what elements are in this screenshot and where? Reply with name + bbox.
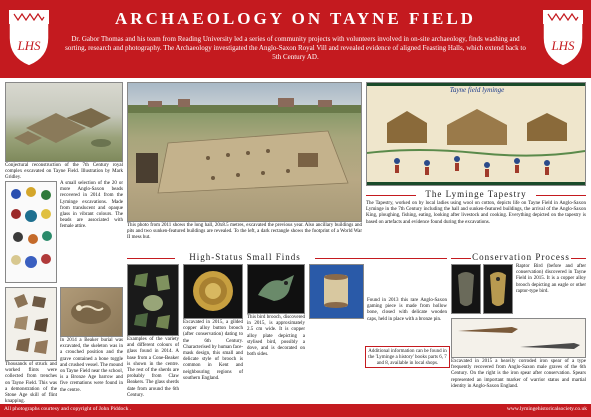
section-tapestry: The Lyminge Tapestry — [425, 189, 527, 199]
raptor-after-photo — [483, 264, 513, 314]
info-box: Additional information can be found in the 'Lyminge a history' books parts 6, 7 and 8, available in local shops. — [365, 346, 450, 368]
rule-left — [127, 258, 175, 259]
section-small-finds: High-Status Small Finds — [189, 252, 301, 262]
tapestry-caption: The Tapestry, worked on by local ladies using wool on cotton, depicts life on Tayne Field in Anglo-Saxon Lyminge in the 7th Century including the hall and sunken-featured buildings, the arrival of the Anglo-Saxon King, ploughing, fishing, eating, looking after livestock and cooking. Everything depicted on the tapestry is based on artefacts and evidence found during the excavations. — [366, 201, 586, 225]
beads-photo — [5, 181, 57, 283]
photo-credit: All photographs courtesy and copyright of John Piddock . — [4, 406, 132, 412]
reconstruction-caption: Conjectural reconstruction of the 7th Century royal complex excavated on Tayne Field. Illustration by Mark Gridley. — [5, 163, 123, 181]
glass-photo — [127, 264, 179, 336]
glass-caption: Examples of the variety and different colours of glass found in 2014. A base from a Cone-Beaker is shown in the centre. The rest of the sherds are probably from Claw Beakers. The glass sherds date from around the 6th Century. — [127, 337, 179, 398]
gaming-piece-caption: Found in 2013 this rare Anglo-Saxon gaming piece is made from hollow bone, closed with delicate wooden caps, held in place with a bronze pin. — [367, 298, 447, 322]
spear-photo — [451, 318, 586, 358]
website-link[interactable]: www.lymingehistoricalsociety.co.uk — [506, 406, 587, 412]
page-title: ARCHAEOLOGY ON TAYNE FIELD — [115, 9, 476, 28]
gaming-piece-photo — [309, 264, 364, 319]
excavation-caption: This photo from 2011 shows the long hall, 20x8.5 metres, excavated the previous year. Also ancillary buildings and pits and two sunken-featured buildings are revealed. To the left, a dark rectangle shows the footprint of a World War II mess hut. — [127, 223, 362, 241]
rule-cons-left — [451, 258, 471, 259]
reconstruction-photo — [5, 82, 123, 162]
bird-brooch-caption: This bird brooch, discovered in 2015, is approximately 2.5 cm wide. It is copper alloy plate depicting a stylised bird, possibly a dove, and is decorated on both sides. — [247, 315, 305, 358]
spear-caption: Excavated in 2015 a heavily corroded iron spear of a type frequently recovered from Anglo-Saxon male graves of the 6th Century. On the right is the iron spear after conservation. Spears represented an important marker of warrior status and martial identity in Anglo-Saxon England. — [451, 359, 586, 389]
raptor-caption: Raptor Bird (before and after conservation) discovered in Tayne Field in 2015. It is a copper alloy brooch depicting an eagle or other raptor-type bird. — [516, 264, 586, 294]
button-brooch-photo — [183, 264, 243, 319]
bird-brooch-photo — [247, 264, 305, 314]
burial-photo — [60, 287, 123, 337]
rule-tapestry-right — [536, 195, 586, 196]
lhs-shield-right — [540, 8, 586, 64]
section-conservation: Conservation Process — [472, 252, 570, 262]
svg-text:LHS: LHS — [551, 38, 575, 53]
rule-tapestry-left — [366, 195, 416, 196]
excavation-photo — [127, 82, 362, 222]
flints-photo — [5, 287, 57, 361]
flints-caption: Thousands of struck and worked flints were collected from trenches on Tayne Field. This was a demonstration of the Stone Age skill of flint knapping. — [5, 362, 57, 405]
raptor-before-photo — [451, 264, 481, 314]
lhs-shield-left — [6, 8, 52, 64]
burial-caption: In 2014 a Beaker burial was excavated, the skeleton was in a crouched position and the grave contained a bone toggle and crushed vessel. The mound on Tayne Field near the school, is a Bronze Age barrow and five cremations were found in the centre. — [60, 338, 123, 393]
svg-text:LHS: LHS — [17, 38, 41, 53]
intro-text: Dr. Gabor Thomas and his team from Reading University led a series of community projects with volunteers involved in on-site archaeology, finds washing and sorting, research and photography. The Archaeology investigated the Anglo-Saxon Royal Vill and revealed evidence of aligned Feasting Halls, which extend back to 5th Century AD. — [65, 35, 526, 61]
tapestry-photo — [366, 82, 586, 186]
beads-caption: A small selection of the 20 or more Anglo-Saxon beads recovered in 2014 from the Lyminge excavations. Made from translucent and opaque glass in vibrant colours. The beads are associated with female attire. — [60, 181, 123, 230]
tapestry-banner: Tayne field lyminge — [449, 86, 505, 94]
button-brooch-caption: Excavated in 2015, a gilded copper alloy button brooch (after conservation) dating to the 6th Century. Characterised by human face-mask design, this small and delicate style of brooch is common in Kent and neighbouring regions of southern England. — [183, 320, 243, 381]
rule-right — [315, 258, 447, 259]
rule-cons-right — [571, 258, 586, 259]
